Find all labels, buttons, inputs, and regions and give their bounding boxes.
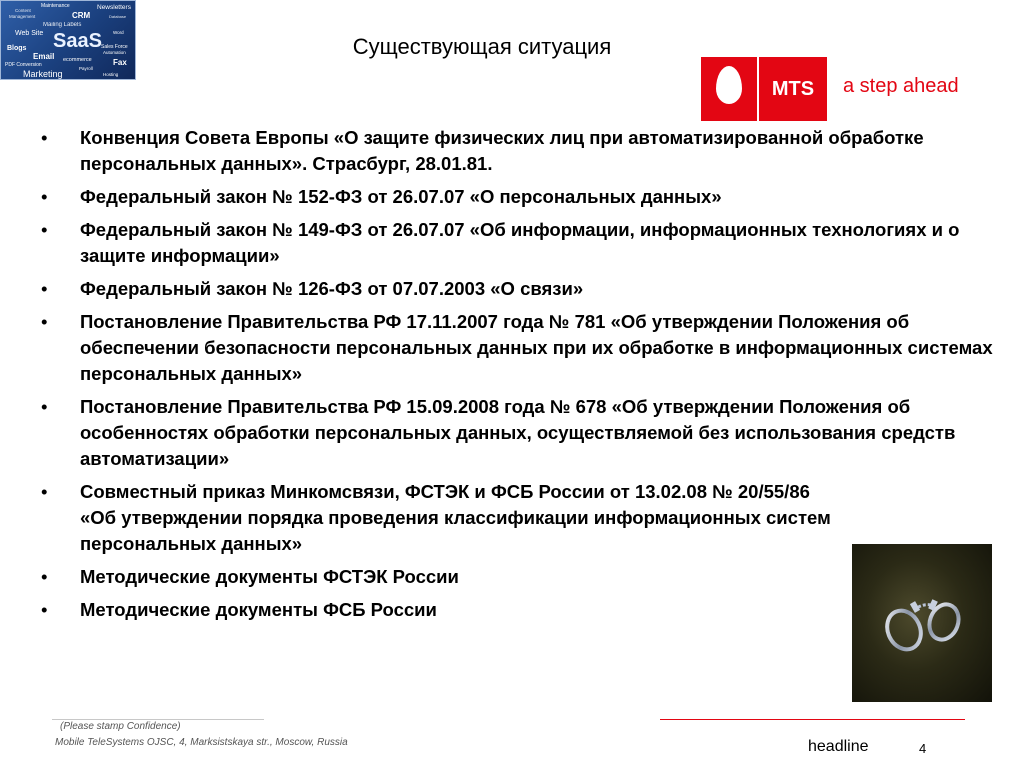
list-item-text: Федеральный закон № 149-ФЗ от 26.07.07 «Об информации, информационных технологиях и о защите информации» [80,219,960,266]
logo-word: Mailing Labels [43,22,82,28]
logo-word: PDF Conversion [5,62,42,68]
logo-word: Hosting [103,72,119,77]
logo-word: CRM [72,11,91,20]
logo-word: Sales Force [101,44,128,50]
bullet-marker: • [41,127,48,148]
footer-divider-right [660,719,965,720]
bullet-marker: • [41,186,48,207]
list-item [38,217,998,269]
logo-word: ecommerce [63,57,92,63]
slide-title: Существующая ситуация [352,34,612,59]
list-item-text: Федеральный закон № 126-ФЗ от 07.07.2003 «О связи» [80,278,584,299]
logo-word: Word [113,30,124,35]
bullet-marker: • [41,396,48,417]
footer-headline: headline [808,738,869,755]
logo-word: Management [9,14,36,19]
list-item [38,125,998,177]
footer-divider-left [52,719,264,720]
bullet-marker: • [41,278,48,299]
list-item-text: Конвенция Совета Европы «О защите физических лиц при автоматизированной обработке персональных данных». Страсбург, 28.01.81. [80,127,924,174]
list-item-text: Федеральный закон № 152-ФЗ от 26.07.07 «О персональных данных» [80,186,722,207]
logo-word-saas: SaaS [53,30,102,52]
bullet-marker: • [41,311,48,332]
page-number: 4 [919,741,927,756]
footer-address: Mobile TeleSystems OJSC, 4, Marksistskaya str., Moscow, Russia [55,737,348,748]
logo-word: Database [109,14,127,19]
list-item-text: Совместный приказ Минкомсвязи, ФСТЭК и ФСБ России от 13.02.08 № 20/55/86 «Об утверждении порядка проведения классификации информационных систем персональных данных» [80,481,831,554]
footer-stamp: (Please stamp Confidence) [60,721,181,732]
bullet-marker: • [41,566,48,587]
egg-shape [716,66,742,104]
bullet-marker: • [41,219,48,240]
list-item [38,309,998,387]
list-item-text: Постановление Правительства РФ 17.11.2007 года № 781 «Об утверждении Положения об обеспечении безопасности персональных данных при их обработке в информационных системах персональных данных» [80,311,993,384]
list-item-text: Постановление Правительства РФ 15.09.2008 года № 678 «Об утверждении Положения об особенностях обработки персональных данных, осуществляемой без использования средств автоматизации» [80,396,956,469]
logo-word: Payroll [79,66,93,71]
handcuffs-icon [852,544,992,702]
list-item [38,184,998,210]
logo-word: Web Site [15,30,44,37]
list-item [38,276,998,302]
list-item [38,394,998,472]
mts-slogan: a step ahead [843,75,959,97]
list-item-text: Методические документы ФСБ России [80,599,437,620]
mts-egg-logo-icon [701,57,757,121]
bullet-marker: • [41,599,48,620]
handcuffs-photo [852,544,992,702]
mts-brand-logo: MTS [759,57,827,121]
logo-word: Fax [113,58,127,67]
bullet-marker: • [41,481,48,502]
logo-word: Marketing [23,69,63,79]
logo-word: Newsletters [97,4,131,11]
logo-word: Automation [103,50,126,55]
logo-word: Maintenance [41,3,70,9]
logo-word: Blogs [7,45,27,52]
list-item-text: Методические документы ФСТЭК России [80,566,459,587]
logo-word: Email [33,52,55,61]
logo-word: Content [15,8,31,13]
